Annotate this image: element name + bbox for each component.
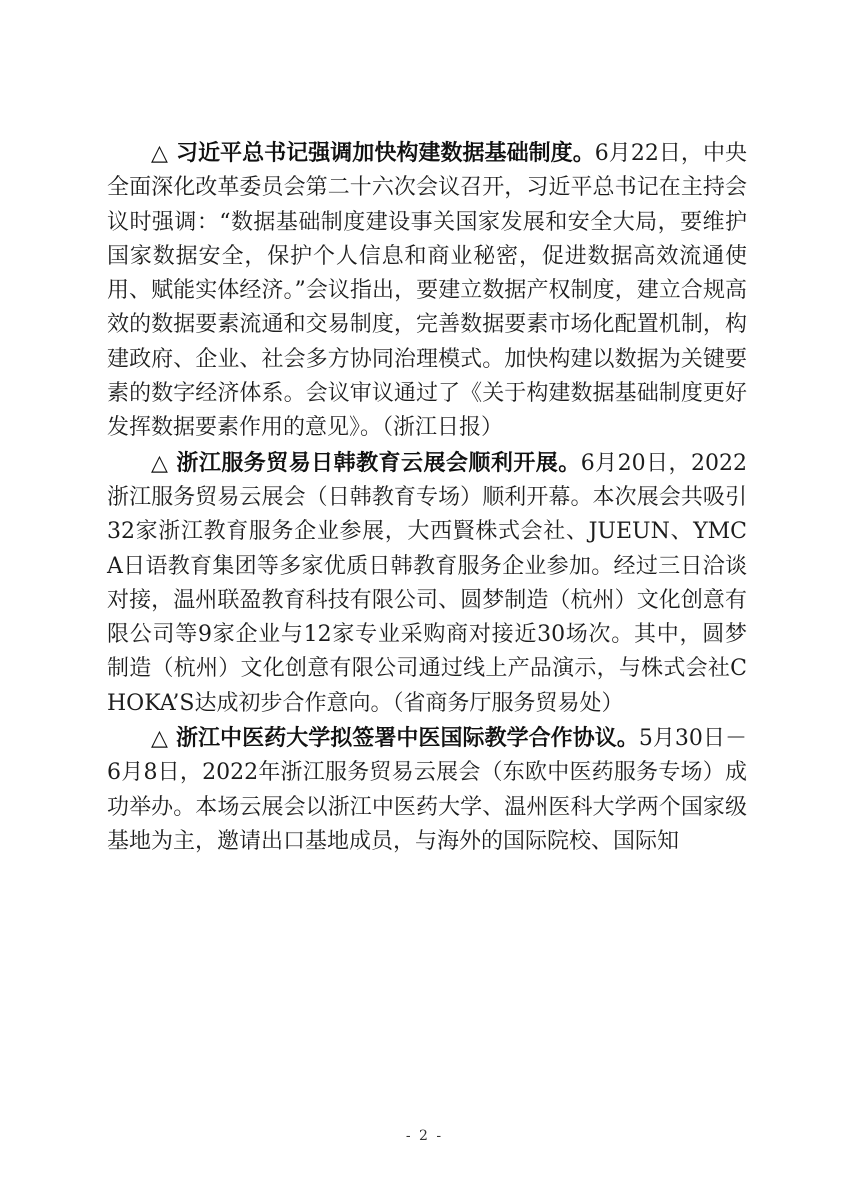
triangle-bullet-icon: △ [151, 725, 168, 752]
news-item-tcm-university [107, 721, 747, 859]
document-body [107, 136, 747, 859]
news-item-japan-korea-expo [107, 446, 747, 721]
triangle-bullet-icon: △ [151, 449, 169, 476]
news-headline: 浙江服务贸易日韩教育云展会顺利开展。 [176, 449, 581, 476]
news-item-data-foundation [107, 136, 747, 446]
page-number: - 2 - [405, 1128, 444, 1144]
news-headline: 习近平总书记强调加快构建数据基础制度。 [175, 140, 595, 166]
news-body: 6月20日，2022浙江服务贸易云展会（日韩教育专场）顺利开幕。本次展会共吸引32家浙江教育服务企业参展，大西賢株式会社、JUEUN、YMCA日语教育集团等多家优质日韩教育服务企业参加。经过三日洽谈对接，温州联盈教育科技有限公司、圆梦制造（杭州）文化创意有限公司等9家企业与12家专业采购商对接近30场次。其中，圆梦制造（杭州）文化创意有限公司通过线上产品演示，与株式会社CHOKA’S达成初步合作意向。（省商务厅服务贸易处） [107, 450, 747, 716]
news-headline: 浙江中医药大学拟签署中医国际教学合作协议。 [175, 725, 639, 752]
news-body: 5月30日－6月8日，2022年浙江服务贸易云展会（东欧中医药服务专场）成功举办。本场云展会以浙江中医药大学、温州医科大学两个国家级基地为主，邀请出口基地成员，与海外的国际院校、国际知 [107, 726, 747, 854]
triangle-bullet-icon: △ [151, 140, 168, 166]
news-body: 6月22日，中央全面深化改革委员会第二十六次会议召开，习近平总书记在主持会议时强调：“数据基础制度建设事关国家发展和安全大局，要维护国家数据安全，保护个人信息和商业秘密，促进数据高效流通使用、赋能实体经济。”会议指出，要建立数据产权制度，建立合规高效的数据要素流通和交易制度，完善数据要素市场化配置机制，构建政府、企业、社会多方协同治理模式。加快构建以数据为关键要素的数字经济体系。会议审议通过了《关于构建数据基础制度更好发挥数据要素作用的意见》。（浙江日报） [107, 141, 747, 441]
